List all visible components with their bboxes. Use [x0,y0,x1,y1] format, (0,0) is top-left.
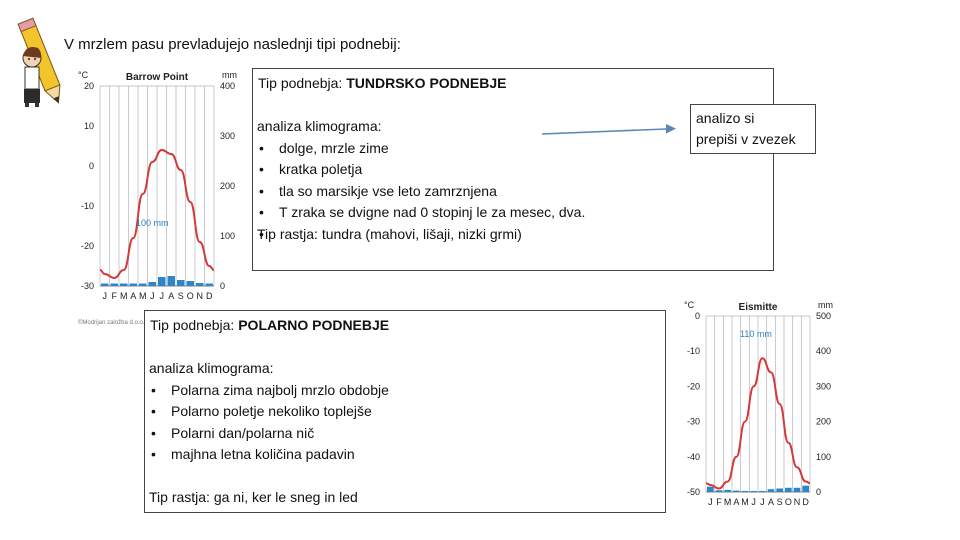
precip-bar [149,282,157,286]
temp-tick-label: 0 [694,311,700,321]
list-item: • kratka poletja [257,159,585,181]
temp-unit-label: °C [684,300,695,310]
barrow-point-climograph [74,64,246,334]
temp-tick-label: -30 [686,416,700,427]
month-tick-label: N [793,497,801,507]
precip-bar [785,488,792,492]
polar-vegetation: Tip rastja: ga ni, ker le sneg in led [149,489,358,505]
precip-bar [158,277,166,286]
precip-bar [794,488,801,492]
credit-text: ©Modrijan založba d.o.o. [78,320,145,326]
month-tick-label: M [741,497,749,507]
month-tick-label: A [130,291,137,301]
precip-tick-label: 400 [220,81,236,91]
precip-bar [168,276,176,286]
tundra-title: Tip podnebja: TUNDRSKO PODNEBJE [258,75,507,91]
precip-unit-label: mm [818,300,833,310]
tundra-bullet-list [257,138,585,224]
polar-climate-box [144,310,666,513]
temp-tick-label: -40 [686,451,700,462]
month-tick-label: J [150,291,155,301]
month-tick-label: J [760,497,765,507]
precip-tick-label: 0 [220,281,226,291]
precip-bar [101,284,109,287]
tundra-climate-box [252,68,774,271]
precip-tick-label: 200 [816,416,832,427]
temp-tick-label: -20 [686,381,700,392]
tundra-analysis-label: analiza klimograma: [257,118,382,134]
month-tick-label: M [723,497,732,507]
note-box [690,104,816,154]
precip-bar [776,488,783,492]
precip-tick-label: 300 [816,381,832,392]
temp-tick-label: -50 [686,487,700,497]
month-tick-label: M [120,291,128,301]
precip-tick-label: 100 [816,451,832,462]
month-tick-label: A [733,497,740,507]
list-item: • tla so marsikje vse leto zamrznjena [257,181,585,203]
precip-annotation: 100 mm [136,218,169,228]
month-tick-label: S [776,497,783,507]
precip-bar [716,490,723,492]
month-tick-label: D [206,291,213,301]
tundra-vegetation: Tip rastja: tundra (mahovi, lišaji, nizki grmi) [257,225,522,242]
precip-bar [206,284,214,287]
month-tick-label: F [111,291,117,301]
precip-tick-label: 200 [220,181,236,191]
precip-tick-label: 0 [816,487,822,497]
month-tick-label: O [186,291,194,301]
list-item: • dolge, mrzle zime [257,138,585,160]
polar-title: Tip podnebja: POLARNO PODNEBJE [150,317,390,333]
polar-bullet-list [149,380,389,466]
month-tick-label: M [139,291,147,301]
month-tick-label: F [716,497,722,507]
chart-title: Eismitte [738,302,778,313]
precip-bar [802,486,809,492]
precip-bar [177,280,185,286]
temp-tick-label: 10 [83,121,94,131]
precip-bar [111,284,119,287]
month-tick-label: J [102,291,107,301]
precip-tick-label: 100 [220,231,236,241]
note-line-1: analizo si [696,110,755,126]
month-tick-label: O [784,497,792,507]
pencil-mascot-icon [12,16,70,108]
list-item: • Polarni dan/polarna nič [149,423,389,445]
list-item: • majhna letna količina padavin [149,444,389,466]
note-line-2: prepiši v zvezek [696,131,796,147]
month-tick-label: J [708,497,713,507]
precip-bar [759,491,766,492]
temp-tick-label: -20 [80,241,94,251]
temp-tick-label: -10 [80,201,94,211]
precip-bar [724,490,731,492]
precip-unit-label: mm [222,70,237,80]
list-item: • T zraka se dvigne nad 0 stopinj le za mesec, dva. [257,202,585,224]
temp-tick-label: 20 [83,81,94,91]
precip-bar [768,489,775,492]
month-tick-label: A [767,497,775,507]
chart-title: Barrow Point [125,72,189,83]
precip-bar [733,491,740,492]
eismitte-climograph [680,292,840,514]
arrow-right-icon [540,120,680,140]
temp-tick-label: -30 [80,281,94,291]
page-heading: V mrzlem pasu prevladujejo naslednji tipi podnebij: [64,36,401,53]
precip-bar [187,281,195,286]
precip-bar [196,283,204,286]
temp-unit-label: °C [78,70,89,80]
precip-bar [120,284,128,287]
list-item: • Polarno poletje nekoliko toplejše [149,401,389,423]
precip-tick-label: 300 [220,131,236,141]
precip-tick-label: 400 [816,346,832,357]
precip-bar [707,487,714,492]
month-tick-label: D [802,497,809,507]
polar-analysis-label: analiza klimograma: [149,360,274,376]
month-tick-label: S [177,291,184,301]
precip-bar [139,284,147,287]
precip-bar [742,491,749,492]
month-tick-label: N [196,291,203,301]
month-tick-label: J [159,291,164,301]
month-tick-label: J [751,497,756,507]
temp-tick-label: 0 [88,161,94,171]
precip-bar [130,284,138,287]
precip-bar [750,491,757,492]
month-tick-label: A [168,291,175,301]
list-item: • Polarna zima najbolj mrzlo obdobje [149,380,389,402]
temp-tick-label: -10 [686,346,700,357]
precip-annotation: 110 mm [740,329,772,339]
precip-tick-label: 500 [816,311,832,321]
